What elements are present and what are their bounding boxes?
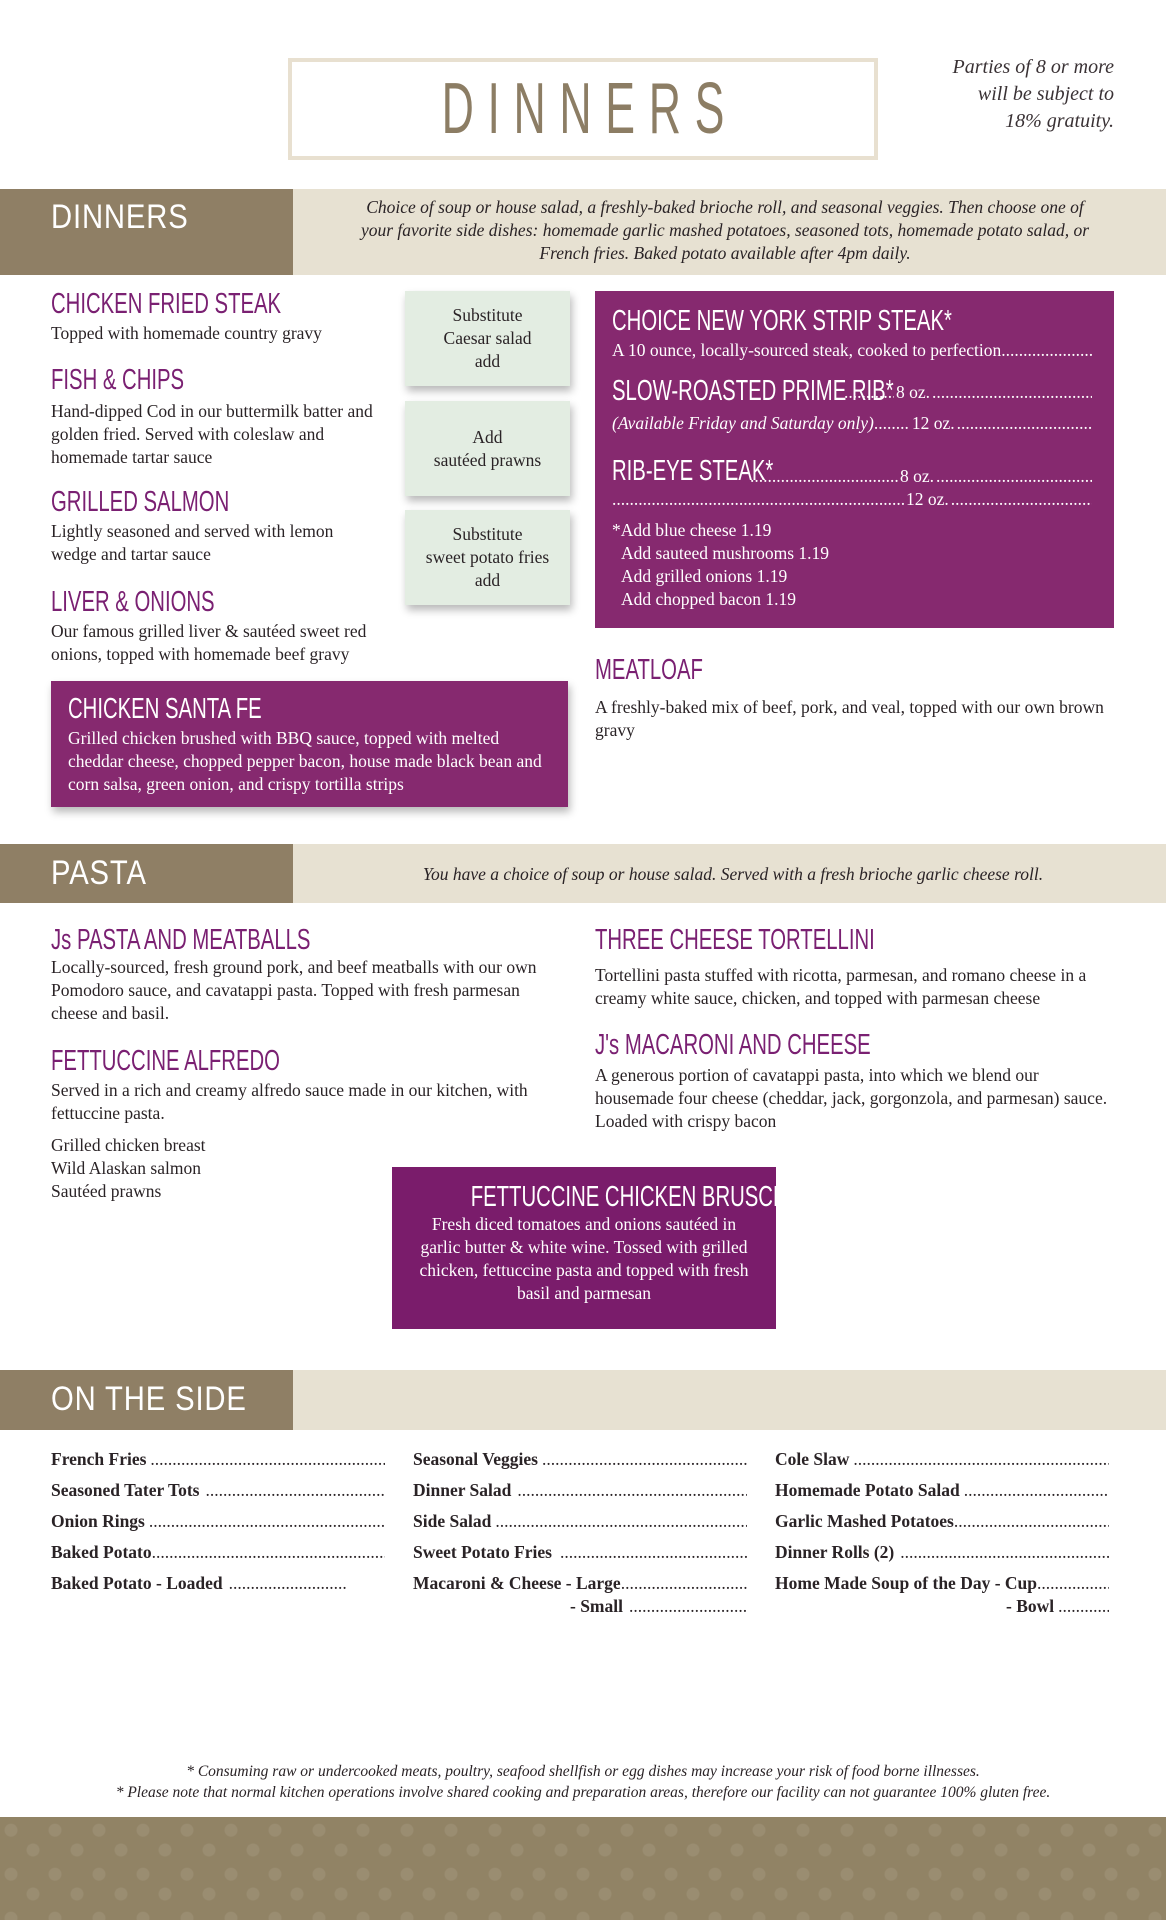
side-item xyxy=(51,1572,346,1595)
item-description: Served in a rich and creamy alfredo sauce made in our kitchen, with fettuccine pasta. xyxy=(51,1080,528,1123)
dinners-section-title: DINNERS xyxy=(51,198,189,236)
dot-leader xyxy=(152,1541,385,1564)
option-line: Sautéed prawns xyxy=(51,1181,162,1201)
page-title: DINNERS xyxy=(441,69,739,149)
portion-size: 8 oz. xyxy=(900,466,935,486)
dot-leader xyxy=(951,488,1092,511)
dot-leader xyxy=(960,1479,1109,1502)
option-line: Grilled chicken breast xyxy=(51,1135,206,1155)
party-note-line: 18% gratuity. xyxy=(1005,110,1114,132)
item-description: A generous portion of cavatappi pasta, into which we blend our housemade four cheese (cheddar, jack, gorgonzola, and parmesan) sauce. Loaded with crispy bacon xyxy=(595,1065,1108,1131)
prime-rib-row xyxy=(612,375,1092,409)
ribeye-row xyxy=(612,455,1092,489)
option-line: Wild Alaskan salmon xyxy=(51,1158,201,1178)
dot-leader xyxy=(1037,1572,1109,1595)
strip-steak-line xyxy=(612,339,1092,362)
side-item xyxy=(413,1510,747,1533)
substitution-card xyxy=(405,510,570,605)
dot-leader xyxy=(1054,1595,1109,1618)
dot-leader xyxy=(750,465,898,488)
dot-leader xyxy=(621,1572,747,1595)
side-item xyxy=(413,1572,747,1595)
side-item-name: Baked Potato xyxy=(51,1542,152,1562)
side-item xyxy=(775,1479,1109,1502)
item-title: J's MACARONI AND CHEESE xyxy=(595,1029,871,1061)
addon-line: Add chopped bacon 1.19 xyxy=(621,589,796,609)
portion-size: 12 oz. xyxy=(906,489,949,509)
side-item-name: Homemade Potato Salad xyxy=(775,1480,960,1500)
substitution-card xyxy=(405,401,570,496)
item-title: CHICKEN FRIED STEAK xyxy=(51,288,282,320)
dot-leader xyxy=(932,381,1092,404)
side-item-name: Seasoned Tater Tots xyxy=(51,1480,200,1500)
party-note-line: Parties of 8 or more xyxy=(952,56,1114,78)
side-item-name: Dinner Salad xyxy=(413,1480,512,1500)
bruschetta-box xyxy=(392,1167,839,1329)
substitution-card xyxy=(405,291,570,386)
prime-rib-size-line xyxy=(844,381,1092,404)
portion-size: 8 oz. xyxy=(896,382,931,402)
dot-leader xyxy=(145,1510,385,1533)
item-title: CHICKEN SANTA FE xyxy=(68,693,262,725)
dot-leader xyxy=(491,1510,747,1533)
dot-leader xyxy=(223,1572,346,1595)
ribeye-size-line-2 xyxy=(612,488,1092,511)
pasta-section-note: You have a choice of soup or house salad. Served with a fresh brioche garlic cheese roll. xyxy=(422,864,1044,884)
substitution-text: sautéed prawns xyxy=(433,449,542,470)
side-item-name: Macaroni & Cheese - Large xyxy=(413,1573,621,1593)
availability-note: (Available Friday and Saturday only) xyxy=(612,413,874,433)
side-item xyxy=(775,1541,1109,1564)
side-item xyxy=(51,1541,385,1564)
item-title: THREE CHEESE TORTELLINI xyxy=(595,924,875,956)
side-item xyxy=(775,1572,1109,1595)
dot-leader xyxy=(511,1479,747,1502)
pasta-section-title: PASTA xyxy=(51,854,147,892)
dot-leader xyxy=(146,1448,385,1471)
side-item-name: Seasonal Veggies xyxy=(413,1449,538,1469)
dot-leader xyxy=(954,1510,1109,1533)
footer-disclaimer: * Please note that normal kitchen operations involve shared cooking and preparation areas, therefore our facility can not guarantee 100% gluten free. xyxy=(115,1784,1051,1801)
item-title: CHOICE NEW YORK STRIP STEAK* xyxy=(612,305,952,337)
sides-section-title: ON THE SIDE xyxy=(51,1380,247,1418)
dot-leader xyxy=(199,1479,385,1502)
dot-leader xyxy=(894,1541,1109,1564)
item-description: Lightly seasoned and served with lemon wedge and tartar sauce xyxy=(51,521,334,564)
item-title: MEATLOAF xyxy=(595,654,703,686)
item-title: FETTUCCINE ALFREDO xyxy=(51,1045,280,1077)
item-description: Grilled chicken brushed with BBQ sauce, topped with melted cheddar cheese, chopped pepper bacon, house made black bean and corn salsa, green onion, and crispy tortilla strips xyxy=(68,728,542,794)
side-item xyxy=(570,1595,747,1618)
steak-addons xyxy=(612,519,1092,611)
side-item xyxy=(775,1510,1109,1533)
side-item-name: - Bowl xyxy=(1006,1596,1055,1616)
item-description: Locally-sourced, fresh ground pork, and beef meatballs with our own Pomodoro sauce, and cavatappi pasta. Topped with fresh parmesan cheese and basil. xyxy=(51,957,537,1023)
dot-leader xyxy=(623,1595,747,1618)
substitution-text: Add xyxy=(472,426,503,447)
substitution-text: Substitute xyxy=(452,305,523,325)
side-item xyxy=(51,1479,385,1502)
substitution-text: sweet potato fries xyxy=(425,547,550,567)
dot-leader xyxy=(844,381,894,404)
party-gratuity-note xyxy=(880,54,1114,135)
side-item xyxy=(1006,1595,1109,1618)
alfredo-options xyxy=(51,1134,351,1203)
addon-line: Add sauteed mushrooms 1.19 xyxy=(621,543,830,563)
item-title: RIB-EYE STEAK* xyxy=(612,455,774,487)
item-title: LIVER & ONIONS xyxy=(51,586,215,618)
side-item-name: Home Made Soup of the Day - Cup xyxy=(775,1573,1038,1593)
side-item xyxy=(775,1448,1109,1471)
item-title: FISH & CHIPS xyxy=(51,364,185,396)
substitution-text: Caesar salad xyxy=(443,328,532,348)
prime-rib-note-line xyxy=(612,412,1092,435)
item-description: Hand-dipped Cod in our buttermilk batter and golden fried. Served with coleslaw and homemade tartar sauce xyxy=(51,401,373,467)
party-note-line: will be subject to xyxy=(977,83,1114,105)
ribeye-size-line xyxy=(750,465,1092,488)
side-item-name: Garlic Mashed Potatoes xyxy=(775,1511,954,1531)
footer-disclaimer: * Consuming raw or undercooked meats, poultry, seafood shellfish or egg dishes may increase your risk of food borne illnesses. xyxy=(186,1763,980,1780)
decorative-pattern-strip xyxy=(0,1817,1166,1920)
side-item-name: Cole Slaw xyxy=(775,1449,850,1469)
substitution-text: add xyxy=(474,351,501,371)
dot-leader xyxy=(874,412,910,435)
dot-leader xyxy=(612,488,904,511)
item-description: Topped with homemade country gravy xyxy=(51,323,322,343)
dot-leader xyxy=(1001,339,1092,362)
item-title: FETTUCCINE CHICKEN BRUSCHETTA xyxy=(470,1181,839,1213)
side-item xyxy=(51,1510,385,1533)
addon-line: *Add blue cheese 1.19 xyxy=(612,520,772,540)
item-title: SLOW-ROASTED PRIME RIB* xyxy=(612,375,894,407)
side-item xyxy=(413,1448,747,1471)
substitution-text: Substitute xyxy=(452,524,523,544)
dot-leader xyxy=(849,1448,1109,1471)
item-description: Fresh diced tomatoes and onions sautéed in garlic butter & white wine. Tossed with grilled chicken, fettuccine pasta and topped with fresh basil and parmesan xyxy=(419,1214,749,1303)
portion-size: 12 oz. xyxy=(911,413,955,433)
side-item-name: Side Salad xyxy=(413,1511,492,1531)
side-item-name: - Small xyxy=(570,1596,623,1616)
item-description: A freshly-baked mix of beef, pork, and veal, topped with our own brown gravy xyxy=(595,697,1104,740)
side-item-name: French Fries xyxy=(51,1449,147,1469)
dinners-section-note: Choice of soup or house salad, a freshly-baked brioche roll, and seasonal veggies. Then choose one of your favorite side dishes: homemade garlic mashed potatoes, seasoned tots, homemade potato salad, or French fries. Baked potato available after 4pm daily. xyxy=(360,197,1090,263)
substitution-text: add xyxy=(474,570,501,590)
side-item xyxy=(51,1448,385,1471)
item-title: GRILLED SALMON xyxy=(51,486,230,518)
chicken-santa-fe-box xyxy=(51,681,568,807)
steak-box xyxy=(595,291,1114,628)
side-item-name: Sweet Potato Fries xyxy=(413,1542,552,1562)
item-description: Our famous grilled liver & sautéed sweet red onions, topped with homemade beef gravy xyxy=(51,621,367,664)
dot-leader xyxy=(936,465,1092,488)
side-item-name: Baked Potato - Loaded xyxy=(51,1573,223,1593)
item-description: A 10 ounce, locally-sourced steak, cooked to perfection xyxy=(612,340,1002,360)
side-item-name: Onion Rings xyxy=(51,1511,145,1531)
dot-leader xyxy=(552,1541,747,1564)
side-item-name: Dinner Rolls (2) xyxy=(775,1542,895,1562)
dot-leader xyxy=(957,412,1092,435)
side-item xyxy=(413,1541,747,1564)
item-title: Js PASTA AND MEATBALLS xyxy=(51,924,311,956)
side-item xyxy=(413,1479,747,1502)
addon-line: Add grilled onions 1.19 xyxy=(621,566,788,586)
dot-leader xyxy=(538,1448,747,1471)
item-description: Tortellini pasta stuffed with ricotta, parmesan, and romano cheese in a creamy white sauce, chicken, and topped with parmesan cheese xyxy=(595,965,1087,1008)
